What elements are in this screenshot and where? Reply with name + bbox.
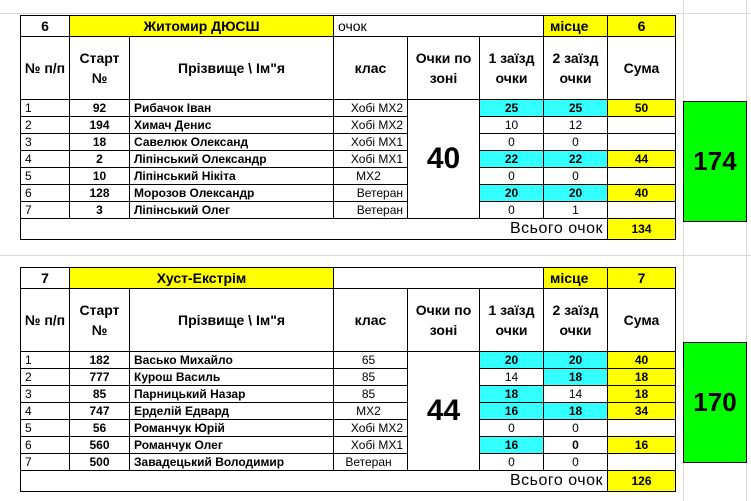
- row-start[interactable]: 85: [70, 386, 130, 403]
- row-sum[interactable]: 40: [608, 185, 676, 202]
- place-label[interactable]: місце: [544, 268, 608, 289]
- team-points-label[interactable]: [334, 268, 544, 289]
- row-sum[interactable]: 18: [608, 369, 676, 386]
- row-class[interactable]: МХ2: [334, 403, 408, 420]
- row-index[interactable]: 4: [21, 403, 70, 420]
- col-class[interactable]: клас: [334, 37, 408, 100]
- zone-points[interactable]: 44: [408, 352, 480, 471]
- row-class[interactable]: 85: [334, 369, 408, 386]
- row-index[interactable]: 1: [21, 352, 70, 369]
- row-race1[interactable]: 20: [480, 185, 544, 202]
- total-row: [21, 471, 676, 492]
- row-race2[interactable]: 20: [544, 185, 608, 202]
- row-name[interactable]: Романчук Олег: [130, 437, 334, 454]
- row-start[interactable]: 194: [70, 117, 130, 134]
- team-header: [21, 268, 676, 289]
- row-race1[interactable]: 0: [480, 202, 544, 219]
- row-index[interactable]: 2: [21, 117, 70, 134]
- row-class[interactable]: 85: [334, 386, 408, 403]
- row-index[interactable]: 3: [21, 386, 70, 403]
- team-table-2: [20, 267, 676, 492]
- row-race1[interactable]: 0: [480, 168, 544, 185]
- row-race2[interactable]: 0: [544, 420, 608, 437]
- table-row: [21, 403, 676, 420]
- column-headers: [21, 37, 676, 100]
- row-class[interactable]: Ветеран: [334, 202, 408, 219]
- col-start[interactable]: Старт №: [70, 37, 130, 100]
- gridline: [0, 13, 751, 14]
- grand-total[interactable]: 170: [683, 342, 747, 463]
- row-start[interactable]: 500: [70, 454, 130, 471]
- row-race1[interactable]: 25: [480, 100, 544, 117]
- col-index[interactable]: № п/п: [21, 37, 70, 100]
- row-start[interactable]: 128: [70, 185, 130, 202]
- row-sum[interactable]: 40: [608, 352, 676, 369]
- table-row: [21, 134, 676, 151]
- total-label[interactable]: Всього очок: [21, 219, 608, 240]
- row-race2[interactable]: 18: [544, 403, 608, 420]
- row-start[interactable]: 10: [70, 168, 130, 185]
- col-sum[interactable]: Сума: [608, 289, 676, 352]
- col-start[interactable]: Старт №: [70, 289, 130, 352]
- total-value[interactable]: 126: [608, 471, 676, 492]
- grand-total[interactable]: 174: [683, 101, 747, 222]
- row-name[interactable]: Морозов Олександр: [130, 185, 334, 202]
- row-race1[interactable]: 16: [480, 437, 544, 454]
- row-sum[interactable]: 50: [608, 100, 676, 117]
- table-row: [21, 369, 676, 386]
- row-start[interactable]: 2: [70, 151, 130, 168]
- team-name[interactable]: Хуст-Екстрім: [70, 268, 334, 289]
- total-row: [21, 219, 676, 240]
- col-race2[interactable]: 2 заїзд очки: [544, 289, 608, 352]
- row-race1[interactable]: 16: [480, 403, 544, 420]
- col-race2[interactable]: 2 заїзд очки: [544, 37, 608, 100]
- row-sum[interactable]: [608, 117, 676, 134]
- row-class[interactable]: МХ2: [334, 168, 408, 185]
- col-name[interactable]: Прізвище \ Ім"я: [130, 289, 334, 352]
- col-sum[interactable]: Сума: [608, 37, 676, 100]
- row-class[interactable]: Хобі МХ2: [334, 420, 408, 437]
- row-sum[interactable]: 44: [608, 151, 676, 168]
- col-zone[interactable]: Очки по зоні: [408, 37, 480, 100]
- team-header: [21, 16, 676, 37]
- row-index[interactable]: 3: [21, 134, 70, 151]
- team-number[interactable]: 7: [21, 268, 70, 289]
- table-row: [21, 151, 676, 168]
- row-race2[interactable]: 12: [544, 117, 608, 134]
- row-start[interactable]: 3: [70, 202, 130, 219]
- row-index[interactable]: 6: [21, 437, 70, 454]
- col-race1[interactable]: 1 заїзд очки: [480, 289, 544, 352]
- row-index[interactable]: 7: [21, 454, 70, 471]
- row-index[interactable]: 5: [21, 168, 70, 185]
- row-race2[interactable]: 18: [544, 369, 608, 386]
- row-race1[interactable]: 0: [480, 454, 544, 471]
- row-start[interactable]: 92: [70, 100, 130, 117]
- table-row: [21, 386, 676, 403]
- row-name[interactable]: Химач Денис: [130, 117, 334, 134]
- row-start[interactable]: 18: [70, 134, 130, 151]
- place-label[interactable]: місце: [544, 16, 608, 37]
- team-points-label[interactable]: очок: [334, 16, 544, 37]
- table-row: [21, 420, 676, 437]
- row-race2[interactable]: 22: [544, 151, 608, 168]
- table-row: [21, 352, 676, 369]
- team-table-1: [20, 15, 676, 240]
- total-value[interactable]: 134: [608, 219, 676, 240]
- row-class[interactable]: Хобі МХ1: [334, 437, 408, 454]
- row-sum[interactable]: 34: [608, 403, 676, 420]
- row-index[interactable]: 5: [21, 420, 70, 437]
- row-sum[interactable]: [608, 420, 676, 437]
- row-class[interactable]: Ветеран: [334, 185, 408, 202]
- row-race2[interactable]: 0: [544, 454, 608, 471]
- row-class[interactable]: Хобі МХ1: [334, 151, 408, 168]
- row-name[interactable]: Ліпінський Олег: [130, 202, 334, 219]
- row-name[interactable]: Савелюк Олександ: [130, 134, 334, 151]
- row-race1[interactable]: 14: [480, 369, 544, 386]
- col-race1[interactable]: 1 заїзд очки: [480, 37, 544, 100]
- row-index[interactable]: 4: [21, 151, 70, 168]
- total-label[interactable]: Всього очок: [21, 471, 608, 492]
- row-name[interactable]: Парницький Назар: [130, 386, 334, 403]
- row-sum[interactable]: [608, 454, 676, 471]
- table-row: [21, 100, 676, 117]
- row-race2[interactable]: 0: [544, 437, 608, 454]
- row-class[interactable]: Хобі МХ1: [334, 134, 408, 151]
- row-index[interactable]: 2: [21, 369, 70, 386]
- row-sum[interactable]: 18: [608, 386, 676, 403]
- row-sum[interactable]: [608, 168, 676, 185]
- row-race2[interactable]: 20: [544, 352, 608, 369]
- column-headers: [21, 289, 676, 352]
- row-name[interactable]: Васько Михайло: [130, 352, 334, 369]
- row-start[interactable]: 777: [70, 369, 130, 386]
- row-sum[interactable]: 16: [608, 437, 676, 454]
- row-start[interactable]: 182: [70, 352, 130, 369]
- table-row: [21, 117, 676, 134]
- row-race1[interactable]: 20: [480, 352, 544, 369]
- place-value[interactable]: 6: [608, 16, 676, 37]
- row-name[interactable]: Ліпінський Олександр: [130, 151, 334, 168]
- gridline: [0, 255, 751, 256]
- row-start[interactable]: 56: [70, 420, 130, 437]
- row-name[interactable]: Ліпінський Нікіта: [130, 168, 334, 185]
- table-row: [21, 202, 676, 219]
- col-zone[interactable]: Очки по зоні: [408, 289, 480, 352]
- row-name[interactable]: Курош Василь: [130, 369, 334, 386]
- row-race1[interactable]: 22: [480, 151, 544, 168]
- row-class[interactable]: Хобі МХ2: [334, 100, 408, 117]
- row-race2[interactable]: 0: [544, 168, 608, 185]
- row-class[interactable]: Ветеран: [334, 454, 408, 471]
- row-class[interactable]: 65: [334, 352, 408, 369]
- table-row: [21, 437, 676, 454]
- row-race1[interactable]: 0: [480, 134, 544, 151]
- row-race2[interactable]: 25: [544, 100, 608, 117]
- row-start[interactable]: 560: [70, 437, 130, 454]
- row-index[interactable]: 1: [21, 100, 70, 117]
- zone-points[interactable]: 40: [408, 100, 480, 219]
- row-index[interactable]: 6: [21, 185, 70, 202]
- row-start[interactable]: 747: [70, 403, 130, 420]
- row-race2[interactable]: 0: [544, 134, 608, 151]
- row-name[interactable]: Завадецький Володимир: [130, 454, 334, 471]
- row-index[interactable]: 7: [21, 202, 70, 219]
- row-sum[interactable]: [608, 134, 676, 151]
- row-name[interactable]: Ерделій Едвард: [130, 403, 334, 420]
- team-number[interactable]: 6: [21, 16, 70, 37]
- table-row: [21, 454, 676, 471]
- row-race1[interactable]: 10: [480, 117, 544, 134]
- row-race2[interactable]: 14: [544, 386, 608, 403]
- table-row: [21, 168, 676, 185]
- team-name[interactable]: Житомир ДЮСШ: [70, 16, 334, 37]
- row-class[interactable]: Хобі МХ2: [334, 117, 408, 134]
- col-name[interactable]: Прізвище \ Ім"я: [130, 37, 334, 100]
- place-value[interactable]: 7: [608, 268, 676, 289]
- row-sum[interactable]: [608, 202, 676, 219]
- row-race1[interactable]: 18: [480, 386, 544, 403]
- row-name[interactable]: Романчук Юрій: [130, 420, 334, 437]
- row-name[interactable]: Рибачок Іван: [130, 100, 334, 117]
- row-race1[interactable]: 0: [480, 420, 544, 437]
- table-row: [21, 185, 676, 202]
- row-race2[interactable]: 1: [544, 202, 608, 219]
- col-index[interactable]: № п/п: [21, 289, 70, 352]
- col-class[interactable]: клас: [334, 289, 408, 352]
